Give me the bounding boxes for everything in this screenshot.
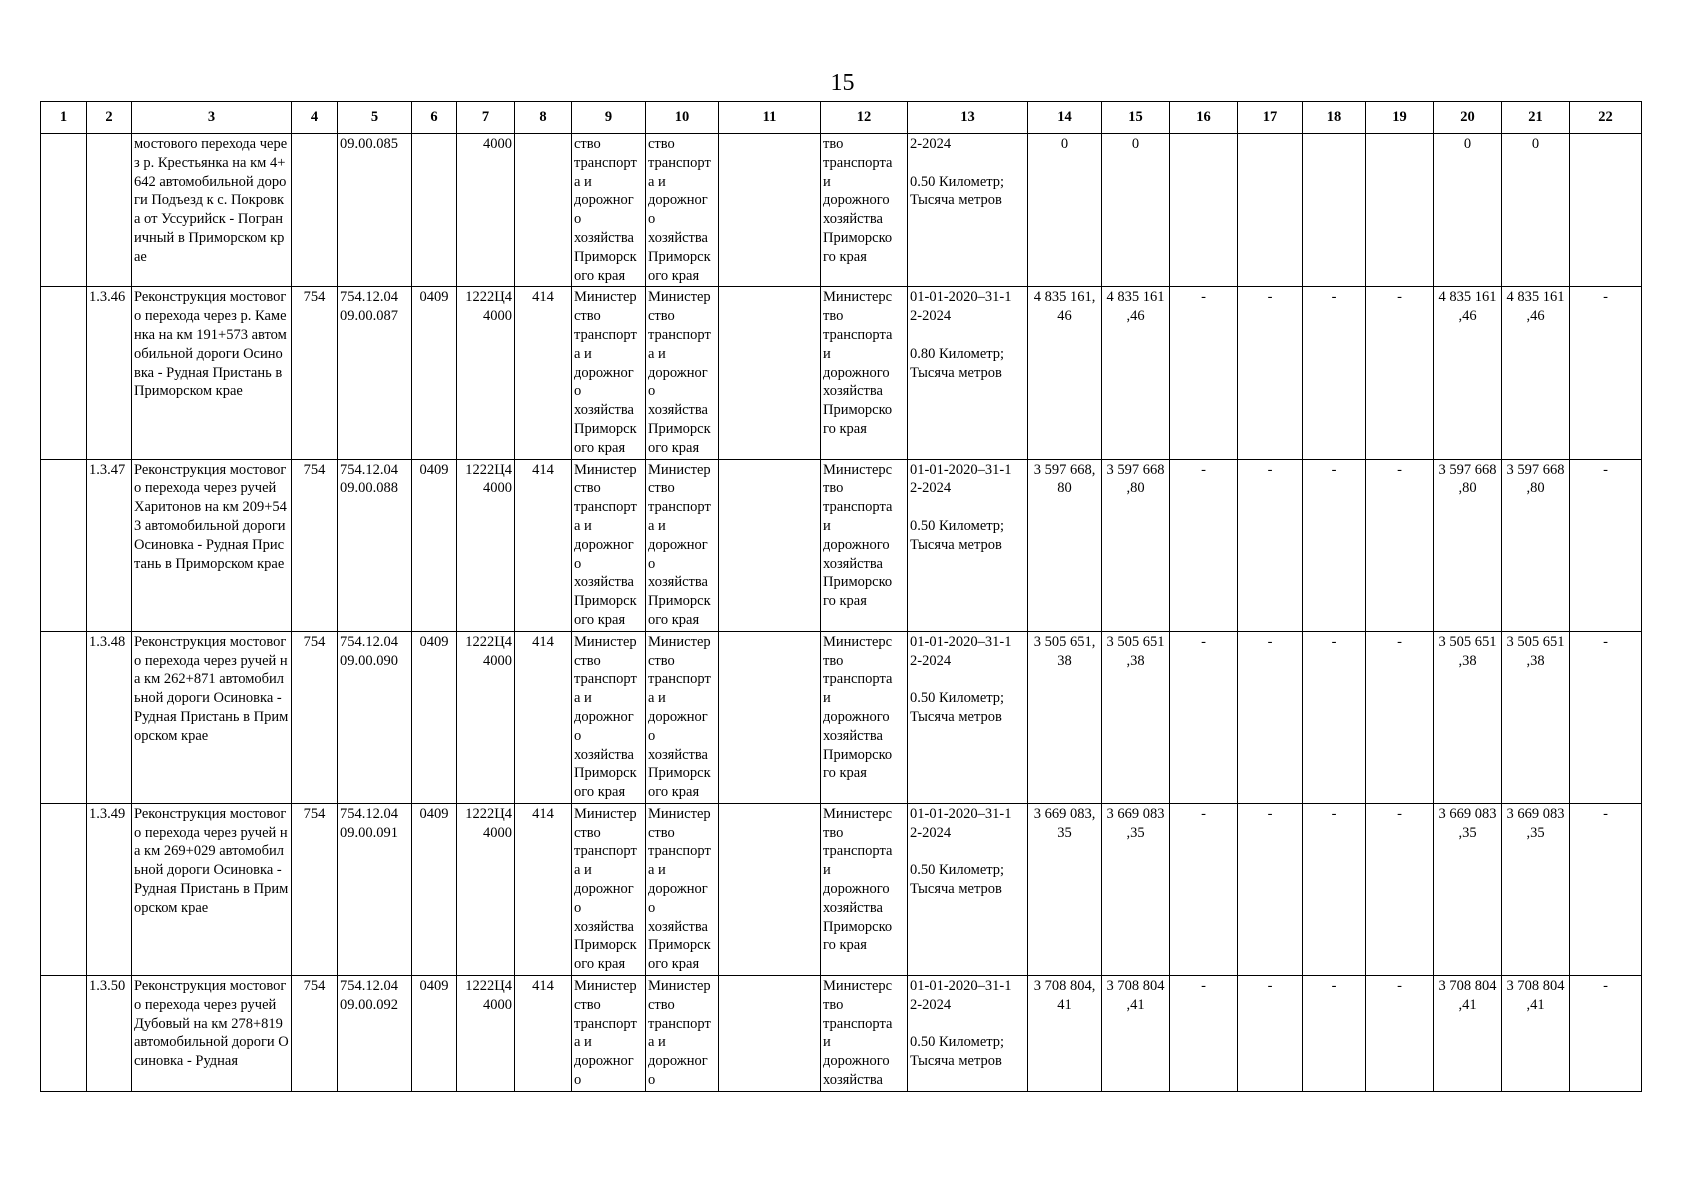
table-cell-col-4: 754 bbox=[292, 803, 338, 975]
table-cell-col-6: 0409 bbox=[412, 631, 457, 803]
table-cell-col-22 bbox=[1570, 134, 1642, 287]
table-cell-col-5: 754.12.04 09.00.087 bbox=[338, 287, 412, 459]
table-cell-col-11 bbox=[719, 631, 821, 803]
table-cell-col-8: 414 bbox=[515, 287, 572, 459]
table-cell-col-18 bbox=[1303, 134, 1366, 287]
column-header-5: 5 bbox=[338, 102, 412, 134]
table-cell-col-22: - bbox=[1570, 459, 1642, 631]
table-cell-col-8: 414 bbox=[515, 803, 572, 975]
table-cell-col-12: тво транспорта и дорожного хозяйства Приморско го края bbox=[821, 134, 908, 287]
table-cell-col-1 bbox=[41, 976, 87, 1092]
table-cell-col-21: 3 597 668 ,80 bbox=[1502, 459, 1570, 631]
table-cell-col-19: - bbox=[1366, 803, 1434, 975]
table-cell-col-18: - bbox=[1303, 631, 1366, 803]
table-cell-col-11 bbox=[719, 459, 821, 631]
column-header-19: 19 bbox=[1366, 102, 1434, 134]
table-cell-col-11 bbox=[719, 287, 821, 459]
table-cell-col-8: 414 bbox=[515, 976, 572, 1092]
table-cell-col-5: 09.00.085 bbox=[338, 134, 412, 287]
table-cell-col-21: 3 505 651 ,38 bbox=[1502, 631, 1570, 803]
table-cell-col-3: Реконструкция мостового перехода через ручей на км 262+871 автомобильной дороги Осиновка - Рудная Пристань в Приморском крае bbox=[132, 631, 292, 803]
table-cell-col-6 bbox=[412, 134, 457, 287]
column-header-14: 14 bbox=[1028, 102, 1102, 134]
table-cell-col-15: 3 505 651 ,38 bbox=[1102, 631, 1170, 803]
table-cell-col-19 bbox=[1366, 134, 1434, 287]
table-cell-col-22: - bbox=[1570, 631, 1642, 803]
table-cell-col-15: 3 597 668 ,80 bbox=[1102, 459, 1170, 631]
column-header-2: 2 bbox=[87, 102, 132, 134]
table-cell-col-21: 4 835 161 ,46 bbox=[1502, 287, 1570, 459]
table-cell-col-6: 0409 bbox=[412, 803, 457, 975]
table-cell-col-5: 754.12.04 09.00.090 bbox=[338, 631, 412, 803]
table-cell-col-12: Министерс тво транспорта и дорожного хозяйства Приморско го края bbox=[821, 803, 908, 975]
table-cell-col-20: 3 505 651 ,38 bbox=[1434, 631, 1502, 803]
table-cell-col-18: - bbox=[1303, 459, 1366, 631]
table-cell-col-20: 3 669 083 ,35 bbox=[1434, 803, 1502, 975]
table-cell-col-17: - bbox=[1238, 631, 1303, 803]
table-cell-col-7: 1222Ц4 4000 bbox=[457, 976, 515, 1092]
table-cell-col-10: Министер ство транспорт а и дорожног о хозяйства Приморск ого края bbox=[646, 631, 719, 803]
table-cell-col-3: Реконструкция мостового перехода через ручей Дубовый на км 278+819 автомобильной дороги Осиновка - Рудная bbox=[132, 976, 292, 1092]
table-cell-col-9: ство транспорт а и дорожног о хозяйства Приморск ого края bbox=[572, 134, 646, 287]
table-cell-col-13: 01-01-2020–31-1 2-2024 0.80 Километр; Тысяча метров bbox=[908, 287, 1028, 459]
table-cell-col-18: - bbox=[1303, 976, 1366, 1092]
table-cell-col-9: Министер ство транспорт а и дорожног о bbox=[572, 976, 646, 1092]
table-cell-col-1 bbox=[41, 803, 87, 975]
table-cell-col-6: 0409 bbox=[412, 459, 457, 631]
table-cell-col-4: 754 bbox=[292, 459, 338, 631]
table-cell-col-2: 1.3.48 bbox=[87, 631, 132, 803]
table-cell-col-19: - bbox=[1366, 459, 1434, 631]
table-cell-col-3: Реконструкция мостового перехода через ручей на км 269+029 автомобильной дороги Осиновка - Рудная Пристань в Приморском крае bbox=[132, 803, 292, 975]
table-cell-col-9: Министер ство транспорт а и дорожног о хозяйства Приморск ого края bbox=[572, 287, 646, 459]
table-cell-col-10: Министер ство транспорт а и дорожног о bbox=[646, 976, 719, 1092]
table-cell-col-13: 01-01-2020–31-1 2-2024 0.50 Километр; Тысяча метров bbox=[908, 631, 1028, 803]
table-row bbox=[41, 631, 1642, 803]
column-header-18: 18 bbox=[1303, 102, 1366, 134]
table-cell-col-17: - bbox=[1238, 459, 1303, 631]
column-header-4: 4 bbox=[292, 102, 338, 134]
table-cell-col-21: 3 708 804 ,41 bbox=[1502, 976, 1570, 1092]
table-cell-col-22: - bbox=[1570, 976, 1642, 1092]
table-cell-col-22: - bbox=[1570, 287, 1642, 459]
table-cell-col-3: Реконструкция мостового перехода через р. Каменка на км 191+573 автомобильной дороги Осиновка - Рудная Пристань в Приморском крае bbox=[132, 287, 292, 459]
table-row bbox=[41, 134, 1642, 287]
table-cell-col-14: 3 505 651, 38 bbox=[1028, 631, 1102, 803]
column-header-12: 12 bbox=[821, 102, 908, 134]
table-cell-col-13: 01-01-2020–31-1 2-2024 0.50 Километр; Тысяча метров bbox=[908, 803, 1028, 975]
column-header-16: 16 bbox=[1170, 102, 1238, 134]
table-cell-col-6: 0409 bbox=[412, 976, 457, 1092]
table-cell-col-16: - bbox=[1170, 976, 1238, 1092]
table-row bbox=[41, 803, 1642, 975]
table-cell-col-9: Министер ство транспорт а и дорожног о хозяйства Приморск ого края bbox=[572, 459, 646, 631]
column-header-21: 21 bbox=[1502, 102, 1570, 134]
table-cell-col-7: 4000 bbox=[457, 134, 515, 287]
table-cell-col-21: 3 669 083 ,35 bbox=[1502, 803, 1570, 975]
table-cell-col-7: 1222Ц4 4000 bbox=[457, 459, 515, 631]
column-header-22: 22 bbox=[1570, 102, 1642, 134]
table-cell-col-8: 414 bbox=[515, 459, 572, 631]
column-header-3: 3 bbox=[132, 102, 292, 134]
table-cell-col-16: - bbox=[1170, 803, 1238, 975]
table-cell-col-3: Реконструкция мостового перехода через ручей Харитонов на км 209+543 автомобильной дороги Осиновка - Рудная Пристань в Приморском крае bbox=[132, 459, 292, 631]
table-cell-col-2: 1.3.50 bbox=[87, 976, 132, 1092]
table-cell-col-15: 4 835 161 ,46 bbox=[1102, 287, 1170, 459]
table-cell-col-16: - bbox=[1170, 459, 1238, 631]
table-cell-col-2: 1.3.47 bbox=[87, 459, 132, 631]
table-cell-col-4: 754 bbox=[292, 631, 338, 803]
table-cell-col-12: Министерс тво транспорта и дорожного хозяйства Приморско го края bbox=[821, 631, 908, 803]
table-body bbox=[41, 134, 1642, 1092]
table-cell-col-11 bbox=[719, 803, 821, 975]
table-cell-col-14: 3 708 804, 41 bbox=[1028, 976, 1102, 1092]
table-cell-col-17: - bbox=[1238, 287, 1303, 459]
table-cell-col-13: 2-2024 0.50 Километр; Тысяча метров bbox=[908, 134, 1028, 287]
table-cell-col-7: 1222Ц4 4000 bbox=[457, 631, 515, 803]
table-cell-col-16: - bbox=[1170, 287, 1238, 459]
table-cell-col-4: 754 bbox=[292, 287, 338, 459]
table-cell-col-4: 754 bbox=[292, 976, 338, 1092]
column-header-6: 6 bbox=[412, 102, 457, 134]
column-header-11: 11 bbox=[719, 102, 821, 134]
table-cell-col-9: Министер ство транспорт а и дорожног о хозяйства Приморск ого края bbox=[572, 803, 646, 975]
table-cell-col-16 bbox=[1170, 134, 1238, 287]
table-cell-col-19: - bbox=[1366, 631, 1434, 803]
table-cell-col-17: - bbox=[1238, 803, 1303, 975]
column-header-20: 20 bbox=[1434, 102, 1502, 134]
table-cell-col-18: - bbox=[1303, 287, 1366, 459]
table-cell-col-15: 0 bbox=[1102, 134, 1170, 287]
table-cell-col-21: 0 bbox=[1502, 134, 1570, 287]
table-cell-col-2: 1.3.49 bbox=[87, 803, 132, 975]
table-row bbox=[41, 287, 1642, 459]
column-header-8: 8 bbox=[515, 102, 572, 134]
table-cell-col-19: - bbox=[1366, 287, 1434, 459]
table-cell-col-1 bbox=[41, 134, 87, 287]
column-header-1: 1 bbox=[41, 102, 87, 134]
table-cell-col-1 bbox=[41, 287, 87, 459]
table-cell-col-12: Министерс тво транспорта и дорожного хозяйства bbox=[821, 976, 908, 1092]
table-cell-col-20: 4 835 161 ,46 bbox=[1434, 287, 1502, 459]
table-cell-col-6: 0409 bbox=[412, 287, 457, 459]
table-cell-col-16: - bbox=[1170, 631, 1238, 803]
table-cell-col-1 bbox=[41, 631, 87, 803]
table-cell-col-15: 3 708 804 ,41 bbox=[1102, 976, 1170, 1092]
table-cell-col-20: 3 708 804 ,41 bbox=[1434, 976, 1502, 1092]
column-header-9: 9 bbox=[572, 102, 646, 134]
table-cell-col-22: - bbox=[1570, 803, 1642, 975]
table-cell-col-14: 0 bbox=[1028, 134, 1102, 287]
column-header-13: 13 bbox=[908, 102, 1028, 134]
table-cell-col-2: 1.3.46 bbox=[87, 287, 132, 459]
table-cell-col-14: 3 669 083, 35 bbox=[1028, 803, 1102, 975]
table-cell-col-2 bbox=[87, 134, 132, 287]
page-number: 15 bbox=[830, 70, 855, 96]
table-cell-col-7: 1222Ц4 4000 bbox=[457, 287, 515, 459]
table-cell-col-12: Министерс тво транспорта и дорожного хозяйства Приморско го края bbox=[821, 287, 908, 459]
header-row bbox=[41, 102, 1642, 134]
table-cell-col-20: 0 bbox=[1434, 134, 1502, 287]
table-cell-col-14: 3 597 668, 80 bbox=[1028, 459, 1102, 631]
table-cell-col-13: 01-01-2020–31-1 2-2024 0.50 Километр; Тысяча метров bbox=[908, 459, 1028, 631]
table-cell-col-20: 3 597 668 ,80 bbox=[1434, 459, 1502, 631]
table-cell-col-8: 414 bbox=[515, 631, 572, 803]
table-cell-col-18: - bbox=[1303, 803, 1366, 975]
column-header-15: 15 bbox=[1102, 102, 1170, 134]
table-cell-col-5: 754.12.04 09.00.088 bbox=[338, 459, 412, 631]
table-cell-col-12: Министерс тво транспорта и дорожного хозяйства Приморско го края bbox=[821, 459, 908, 631]
table-cell-col-10: ство транспорт а и дорожног о хозяйства Приморск ого края bbox=[646, 134, 719, 287]
table-cell-col-10: Министер ство транспорт а и дорожног о хозяйства Приморск ого края bbox=[646, 459, 719, 631]
table-row bbox=[41, 976, 1642, 1092]
table-cell-col-19: - bbox=[1366, 976, 1434, 1092]
column-header-10: 10 bbox=[646, 102, 719, 134]
table-cell-col-10: Министер ство транспорт а и дорожног о хозяйства Приморск ого края bbox=[646, 287, 719, 459]
table-cell-col-14: 4 835 161, 46 bbox=[1028, 287, 1102, 459]
column-header-17: 17 bbox=[1238, 102, 1303, 134]
table-cell-col-17: - bbox=[1238, 976, 1303, 1092]
table-cell-col-17 bbox=[1238, 134, 1303, 287]
table-cell-col-8 bbox=[515, 134, 572, 287]
table-cell-col-10: Министер ство транспорт а и дорожног о хозяйства Приморск ого края bbox=[646, 803, 719, 975]
table-cell-col-11 bbox=[719, 976, 821, 1092]
table-cell-col-11 bbox=[719, 134, 821, 287]
column-header-7: 7 bbox=[457, 102, 515, 134]
table-row bbox=[41, 459, 1642, 631]
table-cell-col-15: 3 669 083 ,35 bbox=[1102, 803, 1170, 975]
table-cell-col-1 bbox=[41, 459, 87, 631]
budget-table bbox=[40, 101, 1642, 1092]
table-cell-col-13: 01-01-2020–31-1 2-2024 0.50 Километр; Тысяча метров bbox=[908, 976, 1028, 1092]
table-cell-col-4 bbox=[292, 134, 338, 287]
table-cell-col-3: мостового перехода через р. Крестьянка на км 4+642 автомобильной дороги Подъезд к с. Покровка от Уссурийск - Пограничный в Приморском крае bbox=[132, 134, 292, 287]
table-cell-col-5: 754.12.04 09.00.092 bbox=[338, 976, 412, 1092]
table-cell-col-5: 754.12.04 09.00.091 bbox=[338, 803, 412, 975]
table-cell-col-7: 1222Ц4 4000 bbox=[457, 803, 515, 975]
table-cell-col-9: Министер ство транспорт а и дорожног о хозяйства Приморск ого края bbox=[572, 631, 646, 803]
